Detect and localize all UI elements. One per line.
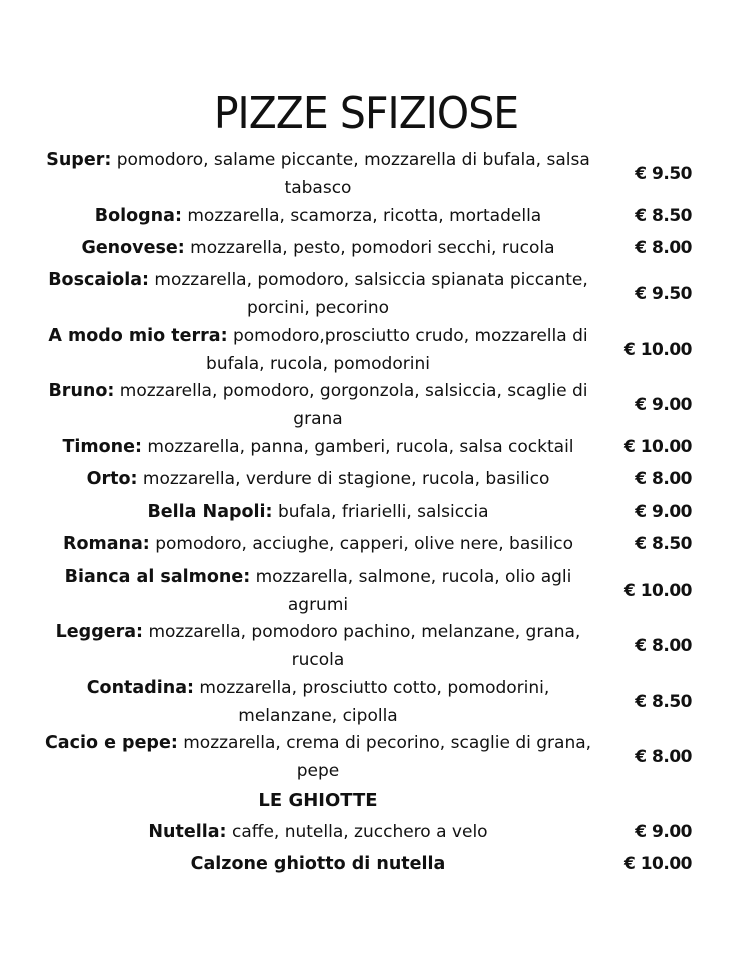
menu-item-price: € 8.00 (635, 636, 692, 656)
menu-item (40, 433, 692, 461)
menu-item-name: Timone: (62, 437, 143, 457)
menu-item-text (40, 674, 596, 730)
menu-item-price: € 9.00 (635, 502, 692, 522)
menu-item-description: pomodoro,prosciutto crudo, mozzarella di bufala, rucola, pomodorini (206, 326, 588, 374)
menu-item (40, 322, 692, 378)
menu-item-description: mozzarella, pomodoro pachino, melanzane, grana, rucola (143, 622, 581, 670)
menu-item-text (40, 498, 596, 526)
menu-item (40, 146, 692, 202)
menu-title: PIZZE SFIZIOSE (213, 88, 519, 139)
menu-item-description: mozzarella, pomodoro, salsiccia spianata piccante, porcini, pecorino (149, 270, 588, 318)
menu-item-description: mozzarella, salmone, rucola, olio agli agrumi (250, 567, 572, 615)
menu-item (40, 563, 692, 619)
menu-item-name: Contadina: (86, 678, 195, 698)
menu-item-name: Bologna: (94, 206, 182, 226)
menu-item-price: € 8.50 (635, 692, 692, 712)
menu-item-price: € 9.50 (635, 164, 692, 184)
menu-item-price: € 9.00 (635, 822, 692, 842)
menu-item-description: bufala, friarielli, salsiccia (272, 502, 489, 522)
menu-item (40, 729, 692, 785)
menu-item-description: mozzarella, pomodoro, gorgonzola, salsiccia, scaglie di grana (114, 381, 588, 429)
menu-item-name: Orto: (86, 469, 138, 489)
menu-item-text (40, 234, 596, 262)
menu-item-text (40, 530, 596, 558)
menu-item (40, 674, 692, 730)
menu-item-name: Bella Napoli: (147, 502, 273, 522)
menu-item-name: Leggera: (55, 622, 144, 642)
menu-item-description: pomodoro, salame piccante, mozzarella di bufala, salsa tabasco (111, 150, 590, 198)
menu-item-text (40, 729, 596, 785)
menu-item-price: € 9.00 (635, 395, 692, 415)
menu-item-text (40, 266, 596, 322)
menu-item-price: € 8.00 (635, 238, 692, 258)
menu-item (40, 377, 692, 433)
menu-item-name: Cacio e pepe: (44, 733, 178, 753)
menu-item-description: caffe, nutella, zucchero a velo (226, 822, 488, 842)
menu-item (40, 618, 692, 674)
menu-item (40, 818, 692, 846)
menu-item (40, 202, 692, 230)
menu-item-description: mozzarella, crema di pecorino, scaglie di grana, pepe (177, 733, 592, 781)
menu-item-name: Calzone ghiotto di nutella (190, 854, 446, 874)
menu-item-price: € 10.00 (623, 854, 692, 874)
menu-item (40, 850, 692, 878)
menu-item-text (40, 202, 596, 230)
menu-item-price: € 10.00 (623, 437, 692, 457)
menu-item-description: mozzarella, prosciutto cotto, pomodorini, melanzane, cipolla (194, 678, 550, 726)
menu-item (40, 234, 692, 262)
menu-item-text (40, 563, 596, 619)
menu-item-price: € 8.50 (635, 534, 692, 554)
menu-item-description: mozzarella, pesto, pomodori secchi, rucola (184, 238, 555, 258)
menu-item-name: Super: (46, 150, 112, 170)
menu-item-price: € 10.00 (623, 340, 692, 360)
menu-item-text (40, 322, 596, 378)
menu-item-description: pomodoro, acciughe, capperi, olive nere, basilico (149, 534, 574, 554)
menu-item-name: Nutella: (148, 822, 227, 842)
menu-item-description: mozzarella, scamorza, ricotta, mortadella (181, 206, 542, 226)
menu-item-name: Genovese: (81, 238, 185, 258)
menu-item-text (40, 818, 596, 846)
menu-item-text (40, 850, 596, 878)
menu-item-name: Romana: (62, 534, 150, 554)
menu-item-text (40, 146, 596, 202)
menu-item-text (40, 377, 596, 433)
menu-item-name: A modo mio terra: (48, 326, 228, 346)
menu-item-price: € 8.00 (635, 469, 692, 489)
menu-item-description: mozzarella, panna, gamberi, rucola, salsa cocktail (142, 437, 574, 457)
menu-item (40, 465, 692, 493)
menu-item-name: Bianca al salmone: (64, 567, 251, 587)
menu-item-price: € 9.50 (635, 284, 692, 304)
menu-item-text (40, 433, 596, 461)
menu-item (40, 498, 692, 526)
menu-item (40, 266, 692, 322)
menu-item (40, 530, 692, 558)
menu-item-description: mozzarella, verdure di stagione, rucola, basilico (137, 469, 550, 489)
menu-item-text (40, 465, 596, 493)
section-title-le-ghiotte: LE GHIOTTE (258, 790, 378, 811)
menu-item-price: € 10.00 (623, 581, 692, 601)
menu-item-name: Boscaiola: (48, 270, 150, 290)
menu-item-price: € 8.00 (635, 747, 692, 767)
menu-item-price: € 8.50 (635, 206, 692, 226)
menu-item-name: Bruno: (48, 381, 115, 401)
menu-item-text (40, 618, 596, 674)
